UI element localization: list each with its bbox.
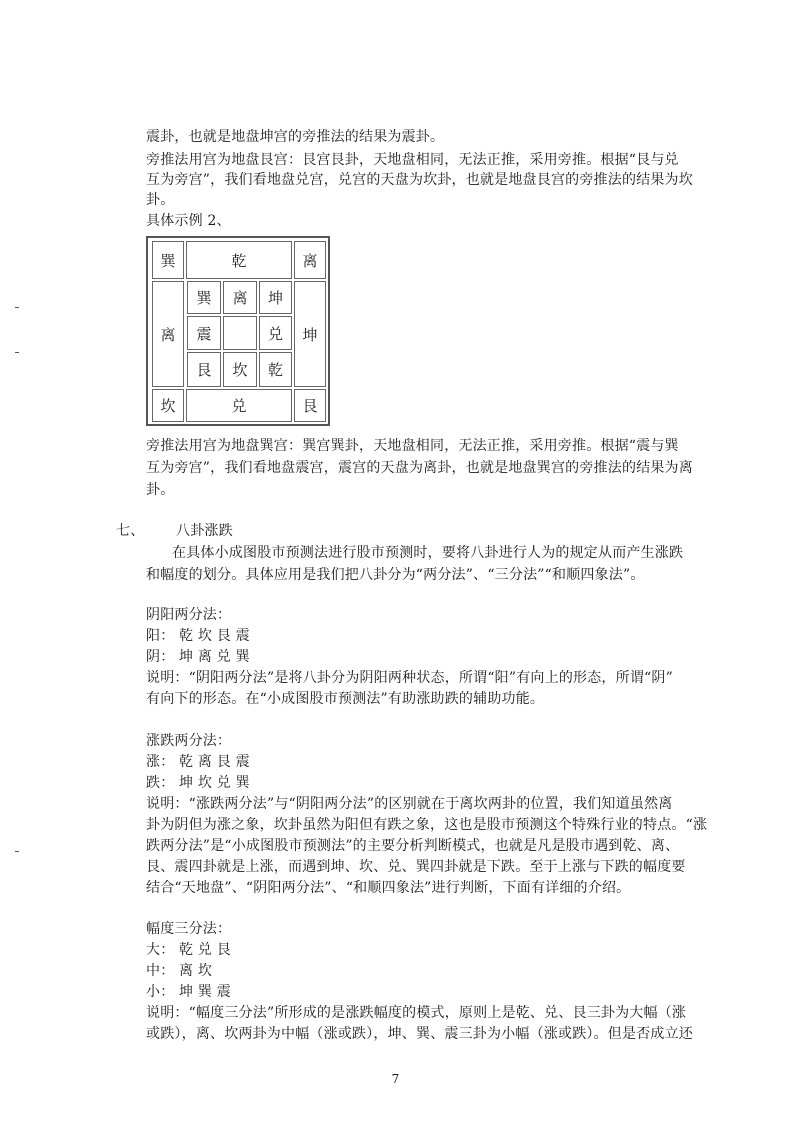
inner-cell: 坤 bbox=[259, 281, 292, 314]
outer-cell-bottom-mid: 兑 bbox=[186, 389, 292, 422]
paragraph-line: 在具体小成图股市预测法进行股市预测时，要将八卦进行人为的规定从而产生涨跌 bbox=[172, 545, 684, 561]
paragraph-line: 有向下的形态。在“小成图股市预测法”有助涨助跌的辅助功能。 bbox=[146, 691, 545, 707]
scan-mark bbox=[15, 307, 19, 308]
inner-cell: 震 bbox=[187, 316, 221, 350]
inner-cell: 乾 bbox=[259, 352, 292, 387]
outer-cell-bottom-right: 艮 bbox=[294, 389, 326, 422]
paragraph-line: 旁推法用宫为地盘艮宫：艮宫艮卦，天地盘相同，无法正推，采用旁推。根据“艮与兑 bbox=[146, 152, 679, 168]
section-number: 七、 bbox=[116, 523, 145, 539]
list-line: 小： 坤 巽 震 bbox=[146, 984, 231, 1000]
outer-cell-top-mid: 乾 bbox=[186, 241, 292, 279]
subsection-heading: 涨跌两分法： bbox=[146, 733, 232, 749]
list-line: 阴： 坤 离 兑 巽 bbox=[146, 649, 250, 665]
outer-cell-mid-right: 坤 bbox=[294, 281, 326, 387]
paragraph-line: 说明：“幅度三分法”所形成的是涨跌幅度的模式，原则上是乾、兑、艮三卦为大幅（涨 bbox=[146, 1005, 687, 1021]
bagua-grid-diagram bbox=[146, 236, 330, 426]
page-number: 7 bbox=[391, 1072, 400, 1086]
subsection-heading: 幅度三分法： bbox=[146, 921, 232, 937]
paragraph-line: 卦为阴但为涨之象，坎卦虽然为阳但有跌之象，这也是股市预测这个特殊行业的特点。“涨 bbox=[146, 817, 708, 833]
paragraph-line: 卦。 bbox=[146, 192, 175, 208]
outer-cell-top-left: 巽 bbox=[152, 241, 184, 279]
inner-cell: 巽 bbox=[187, 281, 221, 314]
paragraph-line: 说明：“涨跌两分法”与“阴阳两分法”的区别就在于离坎两卦的位置，我们知道虽然离 bbox=[146, 796, 673, 812]
outer-cell-top-right: 离 bbox=[294, 241, 326, 279]
paragraph-line: 结合“天地盘”、“阴阳两分法”、“和顺四象法”进行判断，下面有详细的介绍。 bbox=[146, 880, 631, 896]
outer-cell-mid-left: 离 bbox=[152, 281, 184, 387]
paragraph-line: 卦。 bbox=[146, 482, 175, 498]
list-line: 涨： 乾 离 艮 震 bbox=[146, 754, 250, 770]
paragraph-line: 震卦，也就是地盘坤宫的旁推法的结果为震卦。 bbox=[146, 129, 445, 145]
paragraph-line: 艮、震四卦就是上涨，而遇到坤、坎、兑、巽四卦就是下跌。至于上涨与下跌的幅度要 bbox=[146, 859, 686, 875]
outer-cell-bottom-left: 坎 bbox=[152, 389, 184, 422]
paragraph-line: 或跌），离、坎两卦为中幅（涨或跌），坤、巽、震三卦为小幅（涨或跌）。但是否成立还 bbox=[146, 1026, 693, 1042]
inner-cell: 兑 bbox=[259, 316, 292, 350]
list-line: 中： 离 坎 bbox=[146, 963, 213, 979]
paragraph-line: 旁推法用宫为地盘巽宫：巽宫巽卦，天地盘相同，无法正推，采用旁推。根据“震与巽 bbox=[146, 438, 679, 454]
inner-cell: 坎 bbox=[223, 352, 257, 387]
paragraph-line: 互为旁宫”，我们看地盘震宫，震宫的天盘为离卦，也就是地盘巽宫的旁推法的结果为离 bbox=[146, 460, 693, 476]
list-line: 大： 乾 兑 艮 bbox=[146, 942, 231, 958]
paragraph-line: 和幅度的划分。具体应用是我们把八卦分为“两分法”、“三分法”“和顺四象法”。 bbox=[146, 567, 645, 583]
example-heading: 具体示例 2、 bbox=[146, 213, 231, 229]
paragraph-line: 跌两分法”是“小成图股市预测法”的主要分析判断模式，也就是凡是股市遇到乾、离、 bbox=[146, 838, 680, 854]
inner-cell-center bbox=[223, 316, 257, 350]
inner-cell: 离 bbox=[223, 281, 257, 314]
subsection-heading: 阴阳两分法： bbox=[146, 607, 232, 623]
inner-cell: 艮 bbox=[187, 352, 221, 387]
scan-mark bbox=[15, 352, 19, 353]
list-line: 跌： 坤 坎 兑 巽 bbox=[146, 775, 250, 791]
paragraph-line: 说明：“阴阳两分法”是将八卦分为阴阳两种状态，所谓“阳”有向上的形态，所谓“阴” bbox=[146, 670, 673, 686]
list-line: 阳： 乾 坎 艮 震 bbox=[146, 628, 250, 644]
paragraph-line: 互为旁宫”，我们看地盘兑宫，兑宫的天盘为坎卦，也就是地盘艮宫的旁推法的结果为坎 bbox=[146, 172, 693, 188]
scan-mark bbox=[15, 851, 19, 852]
section-title: 八卦涨跌 bbox=[176, 523, 233, 539]
